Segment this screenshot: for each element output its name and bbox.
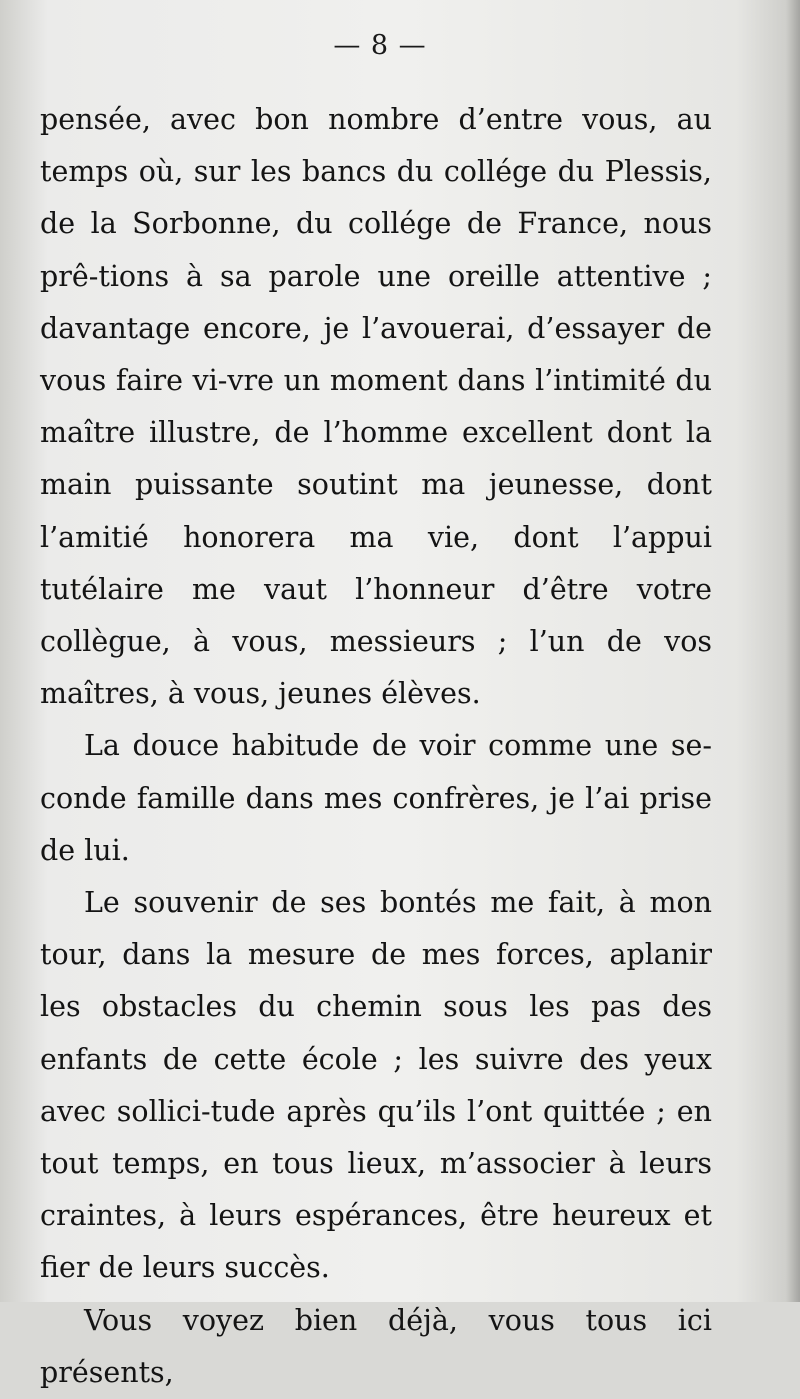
page-number: — 8 — bbox=[333, 30, 427, 61]
paragraph-4: Vous voyez bien déjà, vous tous ici présents, bbox=[40, 1303, 712, 1389]
paragraph-1: pensée, avec bon nombre d’entre vous, au temps où, sur les bancs du collége du Plessis, de la Sorbonne, du collége de France, nous prê-tions à sa parole une oreille attentive ; davantage encore, je l’avouerai, d’essayer de vous faire vi-vre un moment dans l’intimité du maître illustre, de l’homme excellent dont la main puissante soutint ma jeunesse, dont l’amitié honorera ma vie, dont l’appui tutélaire me vaut l’honneur d’être votre collègue, à vous, messieurs ; l’un de vos maîtres, à vous, jeunes élèves. bbox=[40, 103, 712, 711]
body-text bbox=[40, 94, 712, 1399]
paragraph-3: Le souvenir de ses bontés me fait, à mon tour, dans la mesure de mes forces, aplanir les obstacles du chemin sous les pas des enfants de cette école ; les suivre des yeux avec sollici-tude après qu’ils l’ont quittée ; en tout temps, en tous lieux, m’associer à leurs craintes, à leurs espérances, être heureux et fier de leurs succès. bbox=[40, 886, 712, 1285]
paragraph-2: La douce habitude de voir comme une se-conde famille dans mes confrères, je l’ai prise de lui. bbox=[40, 729, 712, 867]
page-edge-shadow bbox=[786, 0, 800, 1302]
